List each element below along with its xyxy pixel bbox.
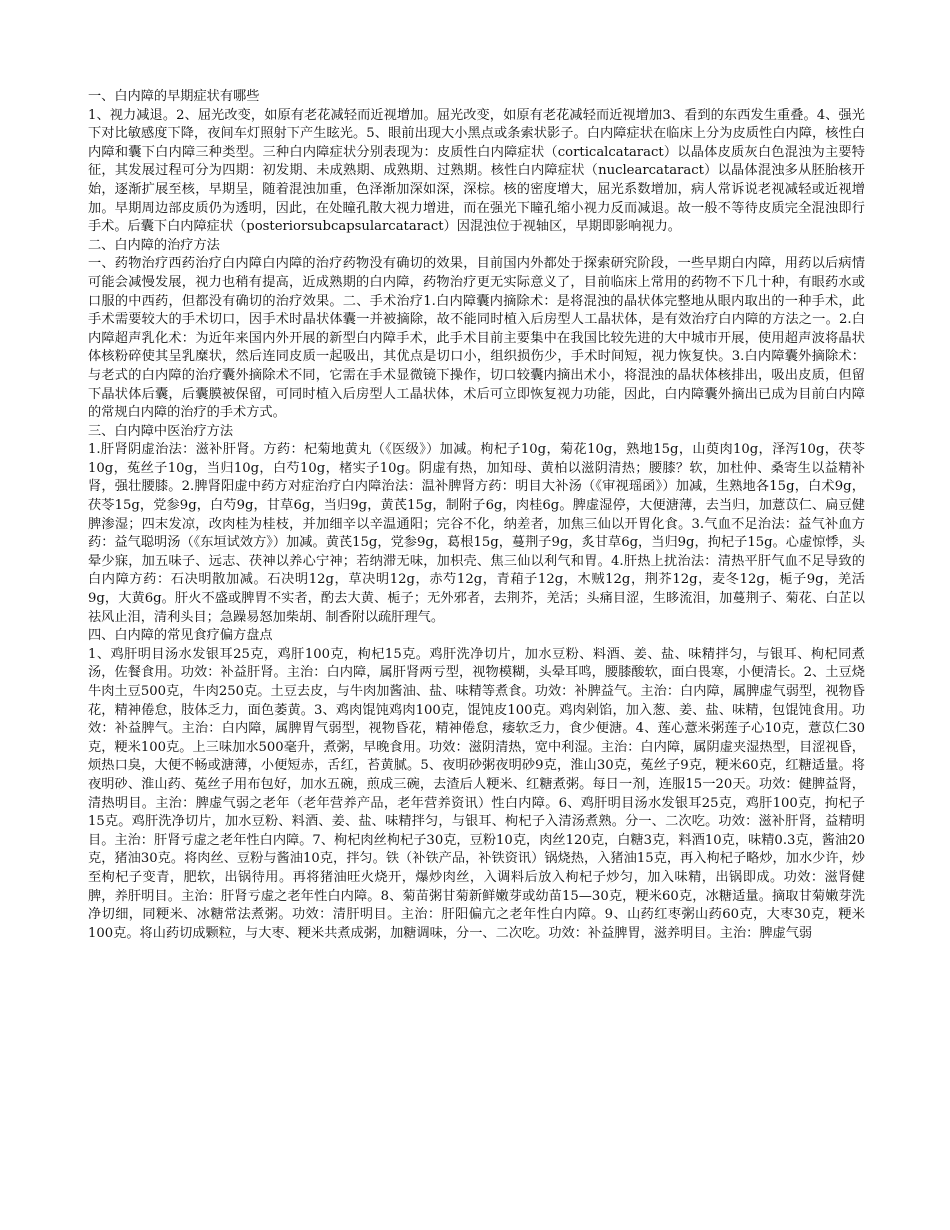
section-heading: 三、白内障中医治疗方法: [88, 423, 234, 439]
section-body: 1、视力减退。2、屈光改变，如原有老花减轻而近视增加。屈光改变，如原有老花减轻而近视增加3、看到的东西发生重叠。4、强光下对比敏感度下降，夜间车灯照射下产生眩光。5、眼前出现大小黑点或条索状影子。白内障症状在临床上分为皮质性白内障，核性白内障和囊下白内障三种类型。三种白内障症状分别表现为：皮质性白内障症状（corticalcataract）以晶体皮质灰白色混浊为主要特征，其发展过程可分为四期：初发期、未成熟期、成熟期、过熟期。核性白内障症状（nuclearcataract）以晶体混浊多从胚胎核开始，逐渐扩展至核，早期呈，随着混浊加重，色泽渐加深如深，深棕。核的密度增大，屈光系数增加，病人常诉说老视减轻或近视增加。早期周边部皮质仍为透明，因此，在处瞳孔散大视力增进，而在强光下瞳孔缩小视力反而减退。故一般不等待皮质完全混浊即行手术。后囊下白内障症状（posteriorsubcapsularcataract）因混浊位于视轴区，早期即影响视力。: [88, 107, 865, 235]
section-early-symptoms: [88, 88, 865, 237]
section-heading: 四、白内障的常见食疗偏方盘点: [88, 628, 273, 644]
section-tcm-treatment: [88, 423, 865, 628]
section-body: 1、鸡肝明目汤水发银耳25克，鸡肝100克，枸杞15克。鸡肝洗净切片，加水豆粉、料酒、姜、盐、味精拌匀，与银耳、枸杞同煮汤，佐餐食用。功效：补益肝肾。主治：白内障，属肝肾两亏型，视物模糊，头晕耳鸣，腰膝酸软，面白畏寒，小便清长。2、土豆烧牛肉土豆500克，牛肉250克。土豆去皮，与牛肉加酱油、盐、味精等煮食。功效：补脾益气。主治：白内障，属脾虚气弱型，视物昏花，精神倦怠，肢体乏力，面色萎黄。3、鸡肉馄饨鸡肉100克，馄饨皮100克。鸡肉剁馅，加入葱、姜、盐、味精，包馄饨食用。功效：补益脾气。主治：白内障，属脾胃气弱型，视物昏花，精神倦怠，痿软乏力，食少便溏。4、莲心薏米粥莲子心10克，薏苡仁30克，粳米100克。上三味加水500毫升，煮粥，早晚食用。功效：滋阴清热，宽中利湿。主治：白内障，属阴虚夹湿热型，目涩视昏，烦热口臭，大便不畅或溏薄，小便短赤，舌红，苔黄腻。5、夜明砂粥夜明砂9克，淮山30克，菟丝子9克，粳米60克，红糖适量。将夜明砂、淮山药、菟丝子用布包好，加水五碗，煎成三碗，去渣后人粳米、红糖煮粥。每日一剂，连服15一20天。功效：健脾益肾，清热明目。主治：脾虚气弱之老年（老年营养产品，老年营养资讯）性白内障。6、鸡肝明目汤水发银耳25克，鸡肝100克，拘杞子15克。鸡肝洗净切片，加水豆粉、料酒、姜、盐、味精拌匀，与银耳、枸杞子入清汤煮熟。分一、二次吃。功效：滋补肝肾，益精明目。主治：肝肾亏虚之老年性白内障。7、枸杞肉丝枸杞子30克，豆粉10克，肉丝120克，白糖3克，料酒10克，味精0.3克，酱油20克，猪油30克。将肉丝、豆粉与酱油10克，拌匀。铁（补铁产品，补铁资讯）锅烧热，入猪油15克，再入枸杞子略炒，加水少许，炒至枸杞子变青，肥软，出锅待用。再将猪油旺火烧开，爆炒肉丝，入调料后放入枸杞子炒匀，加入味精，出锅即成。功效：滋肾健脾，养肝明目。主治：肝肾亏虚之老年性白内障。8、菊苗粥甘菊新鲜嫩芽或幼苗15—30克，粳米60克，冰糖适量。摘取甘菊嫩芽洗净切细，同粳米、冰糖常法煮粥。功效：清肝明目。主治：肝阳偏亢之老年性白内障。9、山药红枣粥山药60克，大枣30克，粳米100克。将山药切成颗粒，与大枣、粳米共煮成粥，加糖调味，分一、二次吃。功效：补益脾胃，滋养明目。主治：脾虚气弱: [88, 646, 865, 941]
section-body: 一、药物治疗西药治疗白内障白内障的治疗药物没有确切的效果，目前国内外都处于探索研究阶段，一些早期白内障，用药以后病情可能会减慢发展，视力也稍有提高，近成熟期的白内障，药物治疗更无实际意义了，目前临床上常用的药物不下几十种，有眼药水或口服的中西药，但都没有确切的治疗效果。二、手术治疗1.白内障囊内摘除术：是将混浊的晶状体完整地从眼内取出的一种手术，此手术需要较大的手术切口，因手术时晶状体囊一并被摘除，故不能同时植入后房型人工晶状体，是有效治疗白内障的方法之一。2.白内障超声乳化术：为近年来国内外开展的新型白内障手术，此手术目前主要集中在我国比较先进的大中城市开展，使用超声波将晶状体核粉碎使其呈乳糜状，然后连同皮质一起吸出，其优点是切口小，组织损伤少，手术时间短，视力恢复快。3.白内障囊外摘除术：与老式的白内障的治疗囊外摘除术不同，它需在手术显微镜下操作，切口较囊内摘出术小，将混浊的晶状体核排出，吸出皮质，但留下晶状体后囊，后囊膜被保留，可同时植入后房型人工晶状体，术后可立即恢复视力功能，因此，白内障囊外摘出已成为目前白内障的常规白内障的治疗的手术方式。: [88, 256, 865, 421]
section-treatment-methods: [88, 237, 865, 423]
section-diet-remedies: [88, 627, 865, 943]
section-body: 1.肝肾阴虚治法：滋补肝肾。方药：杞菊地黄丸（《医级》）加减。枸杞子10g，菊花10g，熟地15g，山萸肉10g，泽泻10g，茯苓10g，菟丝子10g，当归10g，白芍10g，楮实子10g。阴虚有热，加知母、黄柏以滋阴清热；腰膝？软，加杜仲、桑寄生以益精补肾，强壮腰膝。2.脾肾阳虚中药方对症治疗白内障治法：温补脾肾方药：明目大补汤（《审视瑶函》）加减，生熟地各15g，白术9g，茯苓15g，党参9g，白芍9g，甘草6g，当归9g，黄芪15g，制附子6g，肉桂6g。脾虚湿停，大便溏薄，去当归，加薏苡仁、扁豆健脾渗湿；四末发凉，改肉桂为桂枝，并加细辛以辛温通阳；完谷不化，纳差者，加焦三仙以开胃化食。3.气血不足治法：益气补血方药：益气聪明汤（《东垣试效方》）加减。黄芪15g，党参9g，葛根15g，蔓荆子9g，炙甘草6g，当归9g，拘杞子15g。心虚惊悸，头晕少寐，加五味子、远志、茯神以养心宁神；若纳滞无味，加枳壳、焦三仙以利气和胃。4.肝热上扰治法：清热平肝气血不足导致的白内障方药：石决明散加减。石决明12g，草决明12g，赤芍12g，青葙子12g，木贼12g，荆芥12g，麦冬12g，栀子9g，羌活9g，大黄6g。肝火不盛或脾胃不实者，酌去大黄、栀子；无外邪者，去荆芥，羌活；头痛目涩，生眵流泪，加蔓荆子、菊花、白芷以祛风止泪，清利头目；急躁易怒加柴胡、制香附以疏肝理气。: [88, 442, 865, 625]
section-heading: 二、白内障的治疗方法: [88, 237, 220, 253]
section-heading: 一、白内障的早期症状有哪些: [88, 89, 260, 104]
